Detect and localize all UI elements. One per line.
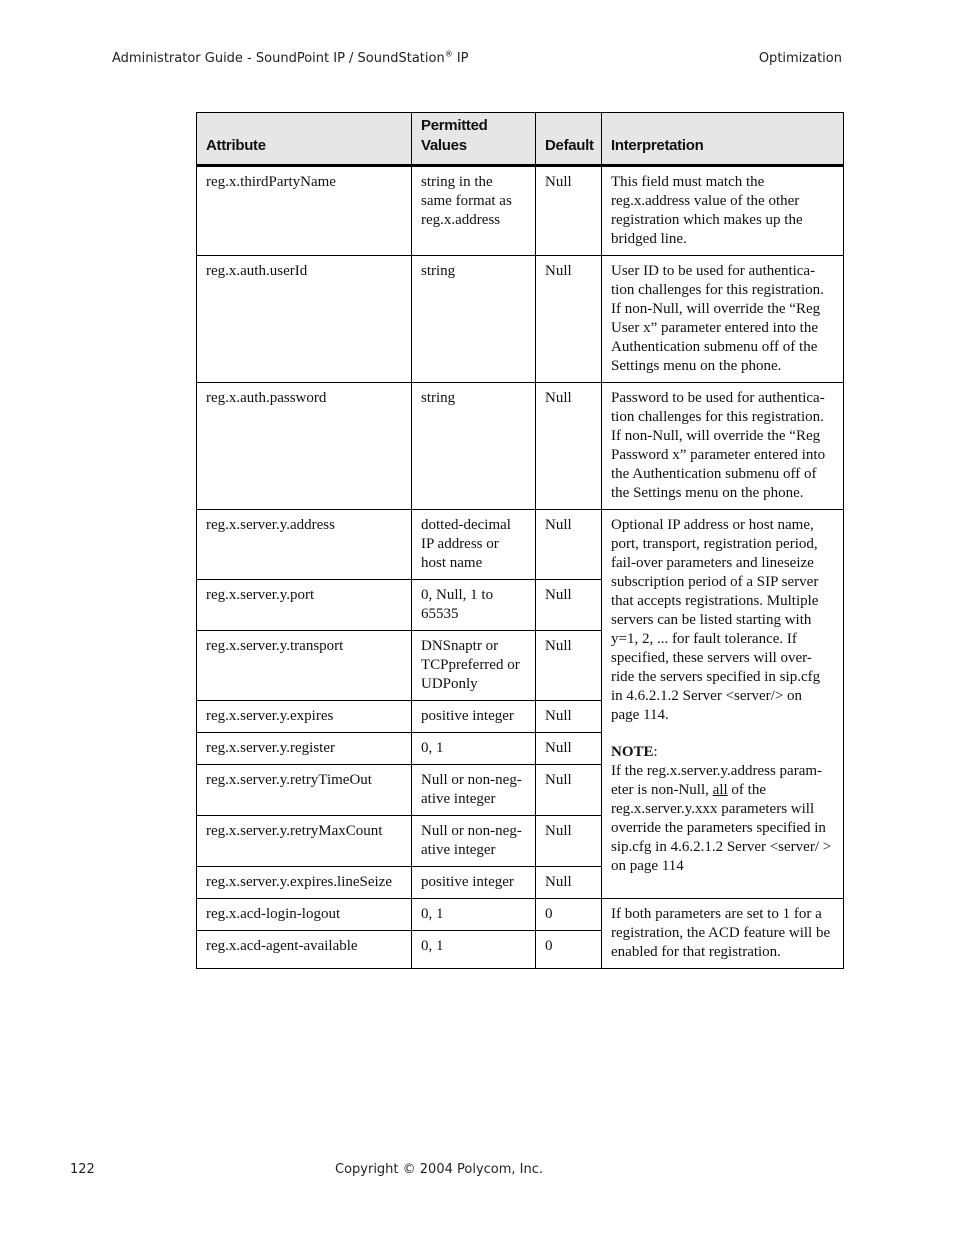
table-header-row xyxy=(197,113,844,166)
cell-permitted: Null or non-neg-ative integer xyxy=(412,765,536,816)
header-attribute: Attribute xyxy=(197,113,412,166)
cell-permitted: positive integer xyxy=(412,701,536,733)
cell-interpretation: This field must match the reg.x.address value of the other registration which makes up the bridged line. xyxy=(602,166,844,256)
cell-permitted: Null or non-neg-ative integer xyxy=(412,816,536,867)
cell-permitted: dotted-decimal IP address or host name xyxy=(412,510,536,580)
registered-mark: ® xyxy=(444,49,453,59)
cell-default: Null xyxy=(536,733,602,765)
cell-permitted: string in the same format as reg.x.address xyxy=(412,166,536,256)
cell-default: Null xyxy=(536,701,602,733)
cell-default: 0 xyxy=(536,931,602,969)
cell-permitted: 0, 1 xyxy=(412,733,536,765)
header-title-suffix: IP xyxy=(452,51,469,66)
cell-attribute: reg.x.server.y.expires.lineSeize xyxy=(197,867,412,899)
header-permitted-values: Permitted Values xyxy=(412,113,536,166)
cell-default: Null xyxy=(536,166,602,256)
cell-attribute: reg.x.server.y.transport xyxy=(197,631,412,701)
note-text-part2: of the reg.x.server.y.xxx parameters will override the parameters specified in sip.cfg in 4.6.2.1.2 Server <server/ > on page 114 xyxy=(611,782,832,874)
table-row xyxy=(197,510,844,580)
note-text-part1: If the reg.x.server.y.address param-eter is non-Null, xyxy=(611,763,823,798)
cell-attribute: reg.x.server.y.expires xyxy=(197,701,412,733)
header-interpretation: Interpretation xyxy=(602,113,844,166)
cell-attribute: reg.x.auth.userId xyxy=(197,256,412,383)
cell-server-interpretation xyxy=(602,510,844,899)
page-number: 122 xyxy=(70,1162,95,1177)
cell-attribute: reg.x.server.y.retryTimeOut xyxy=(197,765,412,816)
cell-acd-interpretation: If both parameters are set to 1 for a registration, the ACD feature will be enabled for that registration. xyxy=(602,899,844,969)
cell-attribute: reg.x.server.y.register xyxy=(197,733,412,765)
cell-permitted: 0, Null, 1 to 65535 xyxy=(412,580,536,631)
cell-default: Null xyxy=(536,867,602,899)
parameter-table xyxy=(196,112,844,969)
cell-default: Null xyxy=(536,631,602,701)
cell-default: 0 xyxy=(536,899,602,931)
cell-attribute: reg.x.auth.password xyxy=(197,383,412,510)
cell-permitted: positive integer xyxy=(412,867,536,899)
cell-default: Null xyxy=(536,510,602,580)
note-underlined-word: all xyxy=(712,782,728,798)
cell-attribute: reg.x.acd-login-logout xyxy=(197,899,412,931)
table-row xyxy=(197,256,844,383)
cell-permitted: string xyxy=(412,256,536,383)
server-description: Optional IP address or host name, port, transport, registration period, fail-over parameters and lineseize subscription period of a SIP server that accepts registrations. Multiple servers can be listed starting with y=1, 2, ... for fault tolerance. If specified, these servers will over-ride the servers specified in sip.cfg in 4.6.2.1.2 Server <server/> on page 114. xyxy=(611,517,821,723)
cell-attribute: reg.x.server.y.retryMaxCount xyxy=(197,816,412,867)
cell-default: Null xyxy=(536,765,602,816)
copyright-notice: Copyright © 2004 Polycom, Inc. xyxy=(335,1162,544,1177)
cell-default: Null xyxy=(536,816,602,867)
table-row xyxy=(197,899,844,931)
cell-permitted: string xyxy=(412,383,536,510)
header-title-text: Administrator Guide - SoundPoint IP / SoundStation xyxy=(112,51,445,66)
table-row xyxy=(197,383,844,510)
cell-default: Null xyxy=(536,383,602,510)
cell-attribute: reg.x.server.y.port xyxy=(197,580,412,631)
cell-interpretation: User ID to be used for authentica-tion challenges for this registration. If non-Null, will override the “Reg User x” parameter entered into the Authentication submenu off of the Settings menu on the phone. xyxy=(602,256,844,383)
cell-default: Null xyxy=(536,580,602,631)
table-row xyxy=(197,166,844,256)
cell-permitted: 0, 1 xyxy=(412,931,536,969)
cell-attribute: reg.x.acd-agent-available xyxy=(197,931,412,969)
note-text xyxy=(611,762,834,876)
cell-permitted: DNSnaptr or TCPpreferred or UDPonly xyxy=(412,631,536,701)
cell-attribute: reg.x.thirdPartyName xyxy=(197,166,412,256)
running-header-section: Optimization xyxy=(758,51,842,66)
note-heading xyxy=(611,743,834,762)
header-default: Default xyxy=(536,113,602,166)
note-label: NOTE xyxy=(611,744,654,760)
cell-attribute: reg.x.server.y.address xyxy=(197,510,412,580)
running-header-title xyxy=(112,51,469,66)
cell-permitted: 0, 1 xyxy=(412,899,536,931)
cell-default: Null xyxy=(536,256,602,383)
note-colon: : xyxy=(653,744,658,760)
cell-interpretation: Password to be used for authentica-tion challenges for this registration. If non-Null, will override the “Reg Password x” parameter entered into the Authentication submenu off of the Settings menu on the phone. xyxy=(602,383,844,510)
